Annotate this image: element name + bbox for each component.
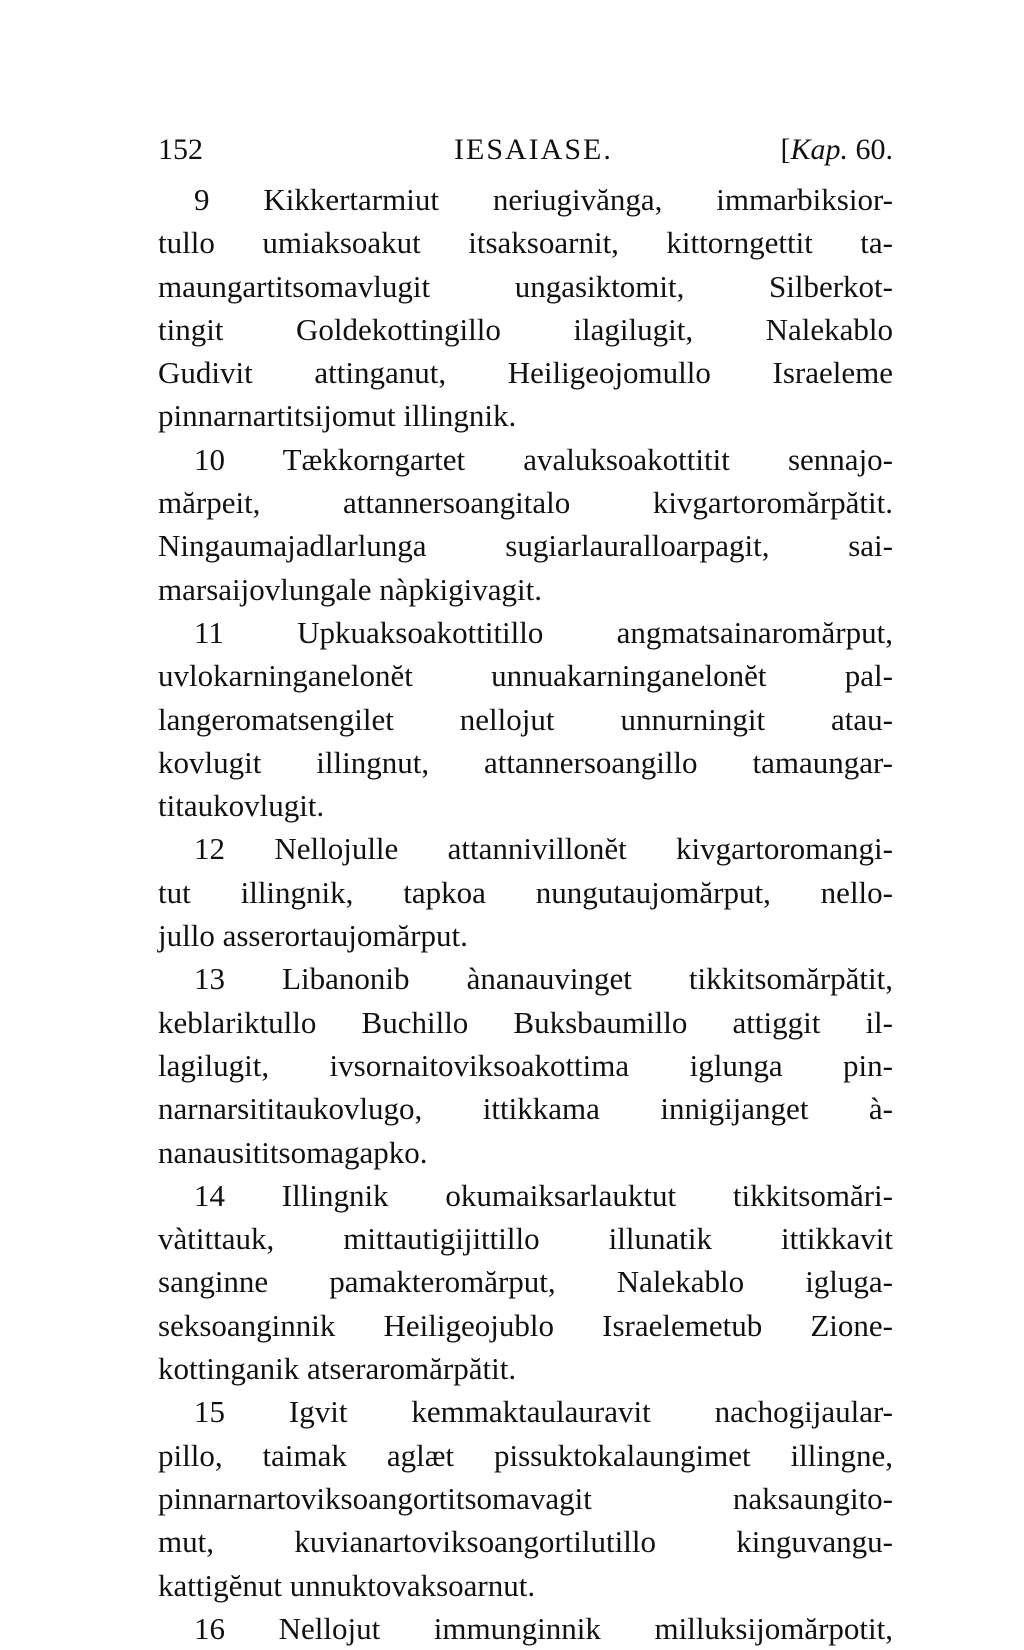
- text-line: pillo, taimak aglæt pissuktokalaungimet illingne,: [158, 1437, 893, 1473]
- verse-start-line: 11 Upkuaksoakottitillo angmatsainaromărput,: [194, 614, 893, 650]
- verse-start-line: 9 Kikkertarmiut neriugivănga, immarbiksior-: [194, 182, 893, 217]
- text-line: kattigĕnut unnuktovaksoarnut.: [158, 1567, 536, 1603]
- book-title: IESAIASE.: [454, 133, 613, 166]
- text-line: tut illingnik, tapkoa nungutaujomărput, nello-: [158, 874, 893, 910]
- verse-start-line: 14 Illingnik okumaiksarlauktut tikkitsomări-: [194, 1177, 893, 1213]
- text-line: jullo asserortaujomărput.: [158, 918, 468, 954]
- text-line: kottinganik atseraromărpătit.: [158, 1351, 517, 1387]
- text-line: keblariktullo Buchillo Buksbaumillo attiggit il-: [158, 1004, 893, 1040]
- chapter-label: Kap.: [790, 133, 848, 166]
- text-line: seksoanginnik Heiligeojublo Israelemetub Zione-: [158, 1307, 893, 1343]
- chapter-number: 60.: [855, 133, 893, 166]
- text-line: pinnarnartitsijomut illingnik.: [158, 398, 517, 434]
- text-line: narnarsititaukovlugo, ittikkama innigijanget à-: [158, 1091, 893, 1127]
- verse-start-line: 15 Igvit kemmaktaulauravit nachogijaular-: [194, 1394, 893, 1430]
- text-line: mut, kuvianartoviksoangortilutillo kinguvangu-: [158, 1524, 893, 1560]
- text-line: Ningaumajadlarlunga sugiarlauralloarpagit, sai-: [158, 528, 893, 564]
- text-line: lagilugit, ivsornaitoviksoakottima iglunga pin-: [158, 1047, 893, 1083]
- verse-start-line: 13 Libanonib ànanauvinget tikkitsomărpătit,: [194, 961, 893, 997]
- verse-start-line: 16 Nellojut immunginnik milluksijomărpotit,: [194, 1610, 893, 1646]
- running-head: [158, 128, 893, 172]
- text-line: tingit Goldekottingillo ilagilugit, Nalekablo: [158, 311, 893, 347]
- text-line: maungartitsomavlugit ungasiktomit, Silberkot-: [158, 268, 893, 304]
- text-line: sanginne pamakteromărput, Nalekablo igluga-: [158, 1264, 893, 1300]
- text-line: uvlokarninganelonĕt unnuakarninganelonĕt pal-: [158, 658, 893, 694]
- text-line: nanausititsomagapko.: [158, 1134, 428, 1170]
- text-line: kovlugit illingnut, attannersoangillo tamaungar-: [158, 744, 893, 780]
- verse-text: [158, 178, 893, 1650]
- page-number: 152: [158, 133, 203, 166]
- text-line: langeromatsengilet nellojut unnurningit atau-: [158, 701, 893, 737]
- text-line: vàtittauk, mittautigijittillo illunatik ittikkavit: [158, 1221, 893, 1257]
- text-line: titaukovlugit.: [158, 788, 325, 824]
- text-line: marsaijovlungale nàpkigivagit.: [158, 571, 542, 607]
- chapter-reference: [780, 128, 893, 172]
- text-line: pinnarnartoviksoangortitsomavagit naksaungito-: [158, 1480, 893, 1516]
- verse-start-line: 12 Nellojulle attannivillonĕt kivgartoromangi-: [194, 831, 893, 867]
- text-line: Gudivit attinganut, Heiligeojomullo Israeleme: [158, 355, 893, 391]
- text-line: tullo umiaksoakut itsaksoarnit, kittorngettit ta-: [158, 225, 893, 261]
- verse-start-line: 10 Tækkorngartet avaluksoakottitit sennajo-: [194, 441, 893, 477]
- chapter-bracket: [: [780, 133, 791, 166]
- text-line: mărpeit, attannersoangitalo kivgartoromărpătit.: [158, 485, 893, 521]
